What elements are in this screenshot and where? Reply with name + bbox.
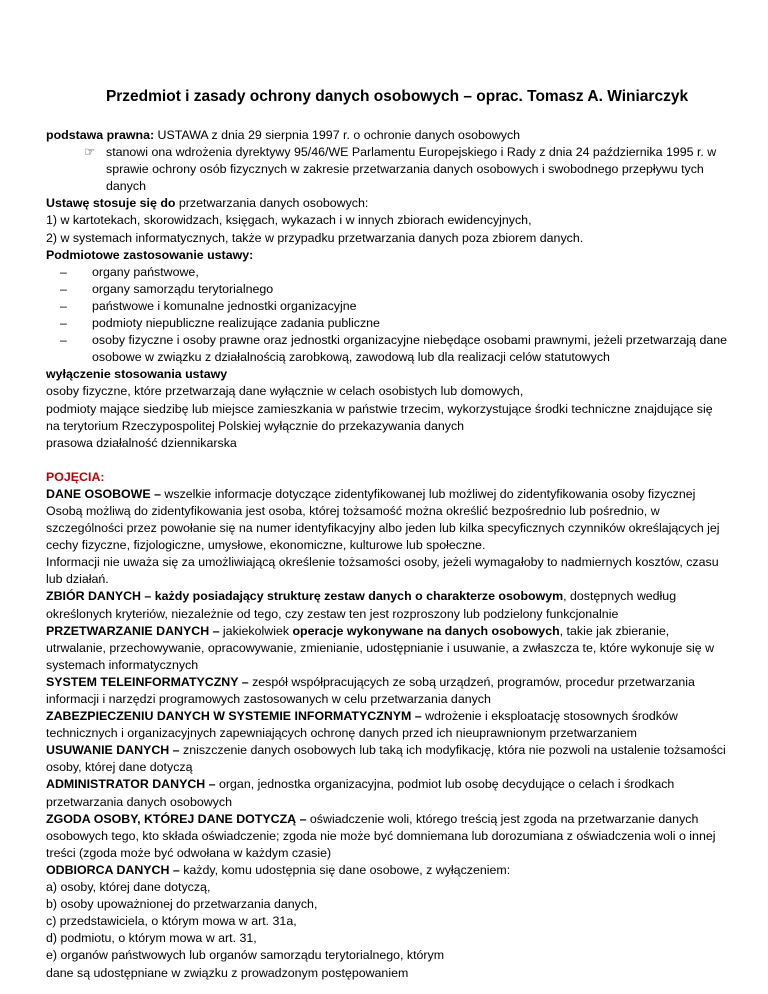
dash-bullet: – [60,264,67,279]
definition-term: ZGODA OSOBY, KTÓREJ DANE DOTYCZĄ – [46,811,307,826]
dash-bullet: – [60,298,67,313]
not-identifying-text: Informacji nie uważa się za umożliwiającą określenie tożsamości osoby, jeżeli wymagałoby to nadmiernych kosztów, czasu lub działań. [46,555,719,587]
legal-basis-note [46,144,728,195]
exclusion-line-3: prasowa działalność dziennikarska [46,435,237,450]
scope-label: Ustawę stosuje się do [46,196,176,211]
definition-term: ZABEZPIECZENIU DANYCH W SYSTEMIE INFORMATYCZNYM – [46,709,422,724]
list-item: – państwowe i komunalne jednostki organizacyjne [46,298,728,315]
recipient-exclusion-item: c) przedstawiciela, o którym mowa w art. 31a, [46,914,297,929]
recipient-exclusion-item: a) osoby, której dane dotyczą, [46,880,211,895]
document-title: Przedmiot i zasady ochrony danych osobowych – oprac. Tomasz A. Winiarczyk [105,88,689,105]
scope-text: przetwarzania danych osobowych: [175,196,369,211]
definition-data-deletion: USUWANIE DANYCH – zniszczenie danych osobowych lub taką ich modyfikację, która nie pozwoli na ustalenie tożsamości osoby, której dane dotyczą [46,743,726,775]
identifiable-person-text: Osobą możliwą do zidentyfikowania jest osoba, której tożsamość można określić bezpośrednio lub pośrednio, w szczególności przez powołanie się na numer identyfikacyjny albo jeden lub kilka specyficznych czynników określających jej cechy fizyczne, fizjologiczne, umysłowe, ekonomiczne, kulturowe lub społeczne. [46,503,720,553]
definition-data-set: ZBIÓR DANYCH – każdy posiadający strukturę zestaw danych o charakterze osobowym, dostępnych według określonych kryteriów, niezależnie od tego, czy zestaw ten jest rozproszony lub podzielony funkcjonalnie [46,589,677,621]
definition-term: PRZETWARZANIE DANYCH – [46,623,220,638]
list-item: – organy samorządu terytorialnego [46,281,728,298]
subjects-heading: Podmiotowe zastosowanie ustawy: [46,247,254,262]
dash-bullet: – [60,316,67,331]
definition-personal-data: DANE OSOBOWE – wszelkie informacje dotyczące zidentyfikowanej lub możliwej do zidentyfikowania osoby fizycznej [46,486,696,501]
definition-data-security: ZABEZPIECZENIU DANYCH W SYSTEMIE INFORMATYCZNYM – wdrożenie i eksploatację stosownych środków technicznych i organizacyjnych zapewniających ochronę danych przed ich nieuprawnionym przetwarzaniem [46,709,678,741]
list-item: – organy państwowe, [46,264,728,281]
definition-consent: ZGODA OSOBY, KTÓREJ DANE DOTYCZĄ – oświadczenie woli, którego treścią jest zgoda na przetwarzanie danych osobowych tego, kto składa oświadczenie; zgoda nie może być domniemana lub dorozumiana z oświadczenia woli o innej treści (zgoda może być odwołana w każdym czasie) [46,811,716,860]
definition-term: ODBIORCA DANYCH – [46,862,180,877]
section-spacer [46,452,728,469]
exclusion-line-1: osoby fizyczne, które przetwarzają dane wyłącznie w celach osobistych lub domowych, [46,384,524,399]
definition-recipient: ODBIORCA DANYCH – każdy, komu udostępnia się dane osobowe, z wyłączeniem: [46,862,511,877]
legal-basis-text: USTAWA z dnia 29 sierpnia 1997 r. o ochronie danych osobowych [154,128,521,142]
definition-administrator: ADMINISTRATOR DANYCH – organ, jednostka organizacyjna, podmiot lub osobę decydujące o celach i środkach przetwarzania danych osobowych [46,777,675,809]
definition-telecom-system: SYSTEM TELEINFORMATYCZNY – zespół współpracujących ze sobą urządzeń, programów, procedur przetwarzania informacji i narzędzi programowych zastosowanych w celu przetwarzania danych [46,674,695,706]
recipient-exclusion-item: d) podmiotu, o którym mowa w art. 31, [46,931,257,946]
definition-term: USUWANIE DANYCH – [46,743,180,758]
scope-line [46,195,728,212]
definition-processing: PRZETWARZANIE DANYCH – jakiekolwiek operacje wykonywane na danych osobowych, takie jak zbieranie, utrwalanie, przechowywanie, opracowywanie, zmienianie, udostępnianie i usuwanie, a zwłaszcza te, które wykonuje się w systemach informatycznych [46,623,715,672]
legal-basis [46,127,728,144]
definition-term: DANE OSOBOWE – [46,486,161,501]
subjects-list [46,264,728,367]
recipient-exclusion-item: e) organów państwowych lub organów samorządu terytorialnego, którym [46,948,445,963]
list-item: – osoby fizyczne i osoby prawne oraz jednostki organizacyjne niebędące osobami prawnymi, jeżeli przetwarzają dane osobowe w związku z działalnością zarobkową, zawodową lub dla realizacji celów statutowych [60,333,728,365]
legal-basis-label: podstawa prawna: [46,128,155,142]
scope-item-1: 1) w kartotekach, skorowidzach, księgach, wykazach i w innych zbiorach ewidencyjnych, [46,213,532,228]
list-item: – podmioty niepubliczne realizujące zadania publiczne [46,315,728,332]
definition-term: ZBIÓR DANYCH – każdy posiadający strukturę zestaw danych o charakterze osobowym [46,589,564,604]
definition-term: ADMINISTRATOR DANYCH – [46,777,216,792]
recipient-exclusion-item: b) osoby upoważnionej do przetwarzania danych, [46,897,318,912]
pointing-hand-icon: ☞ [84,145,96,160]
concepts-heading: POJĘCIA: [46,469,105,484]
scope-item-2: 2) w systemach informatycznych, także w przypadku przetwarzania danych poza zbiorem danych. [46,230,584,245]
dash-bullet: – [60,333,67,348]
legal-basis-note-text: stanowi ona wdrożenia dyrektywy 95/46/WE Parlamentu Europejskiego i Rady z dnia 24 października 1995 r. w sprawie ochrony osób fizycznych w zakresie przetwarzania danych osobowych i swobodnego przepływu tych danych [106,145,717,194]
exclusion-line-2: podmioty mające siedzibę lub miejsce zamieszkania w państwie trzecim, wykorzystujące środki techniczne znajdujące się na terytorium Rzeczypospolitej Polskiej wyłącznie do przekazywania danych [46,401,713,433]
recipient-exclusion-item: dane są udostępniane w związku z prowadzonym postępowaniem [46,965,409,980]
dash-bullet: – [60,281,67,296]
exclusion-heading: wyłączenie stosowania ustawy [46,367,228,382]
definition-term: SYSTEM TELEINFORMATYCZNY – [46,674,249,689]
